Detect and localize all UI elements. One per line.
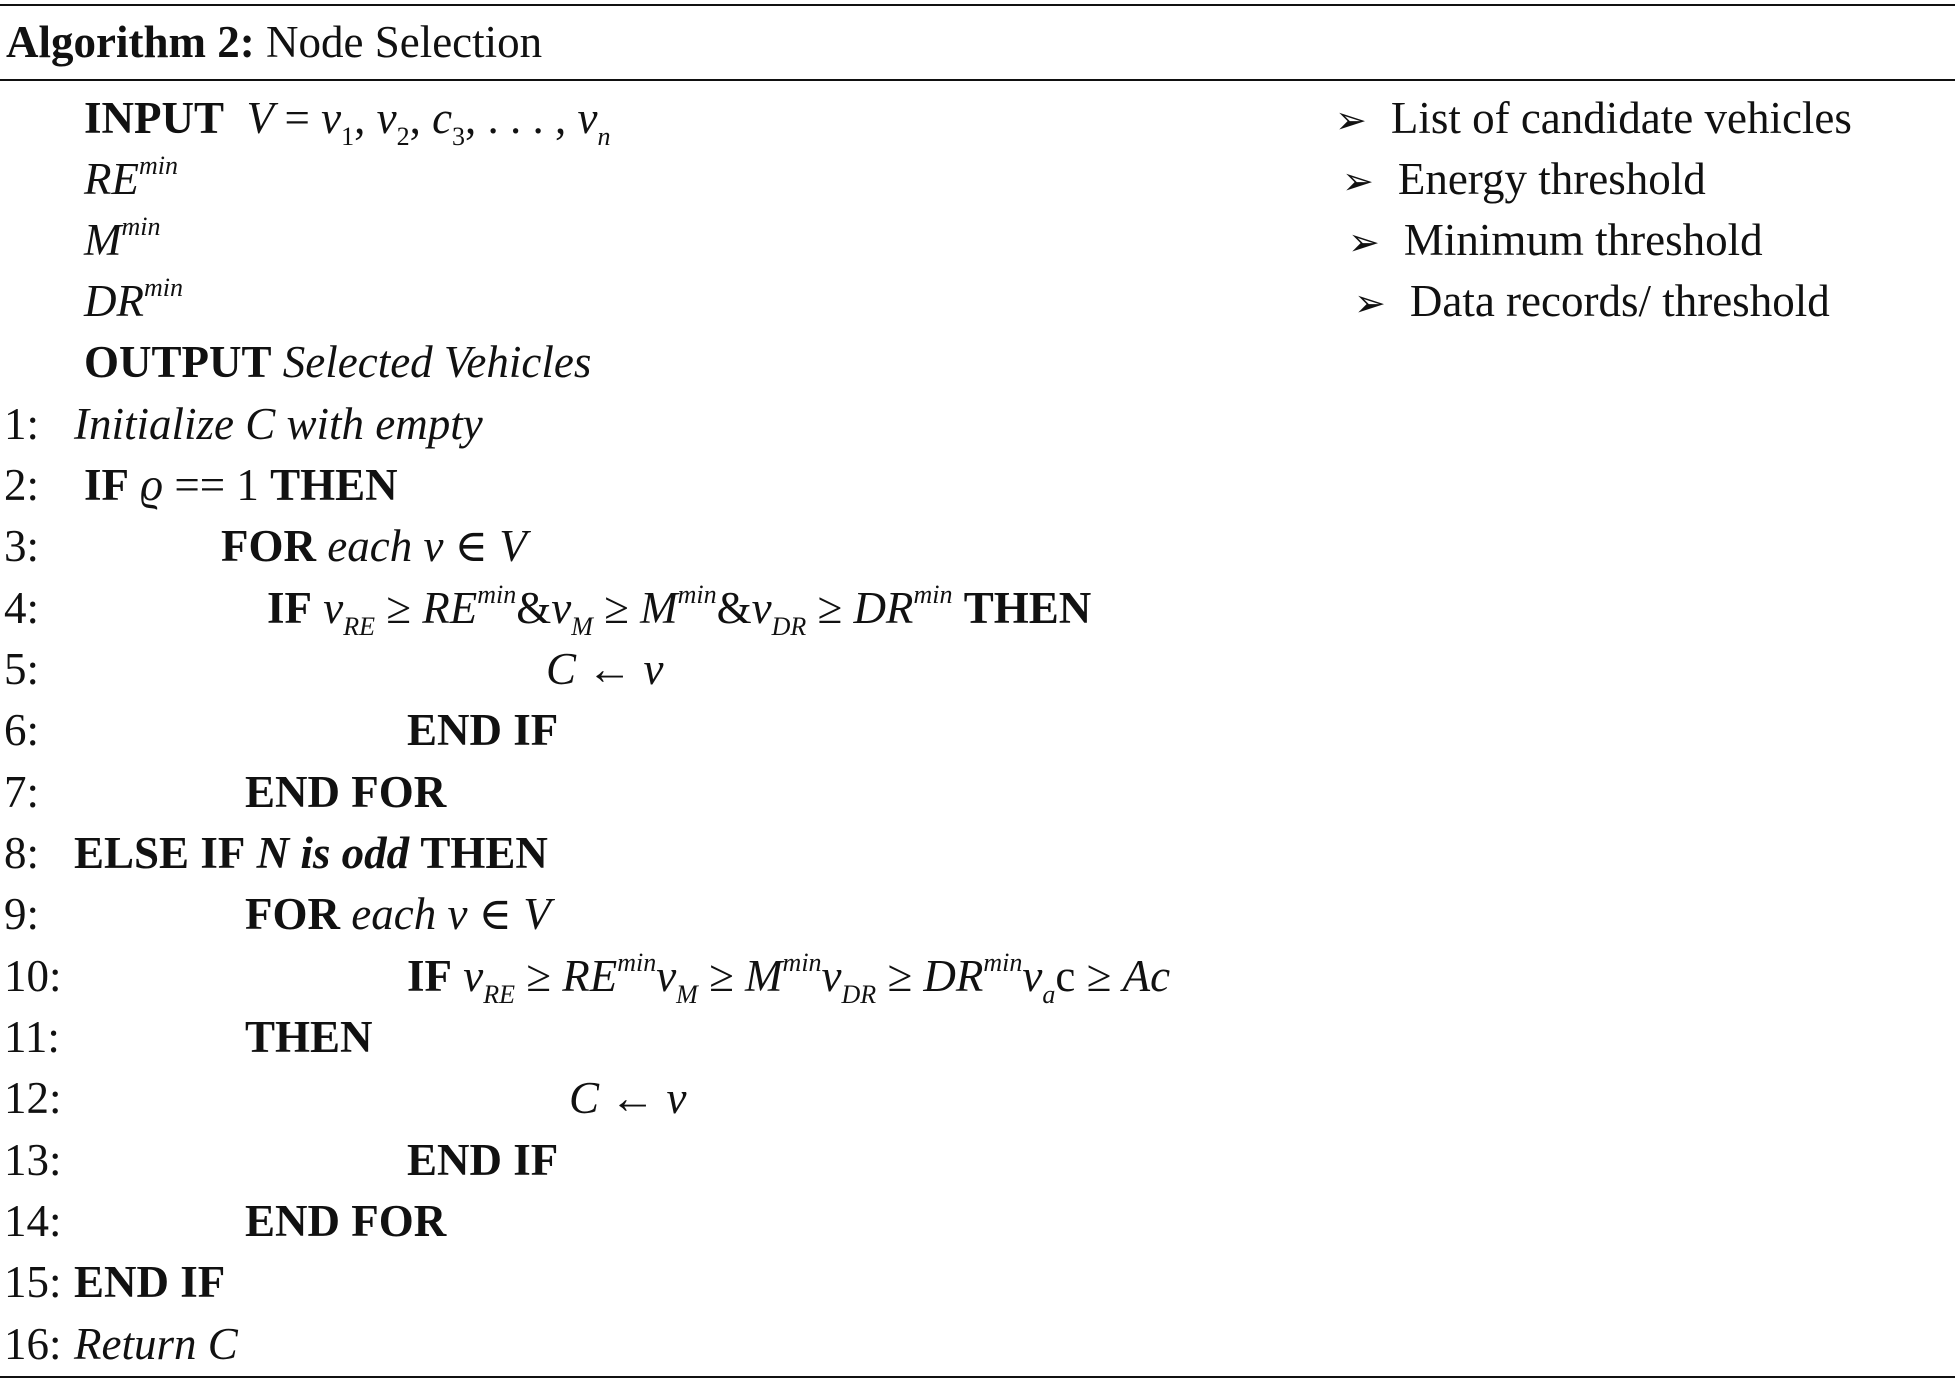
line-14: END FOR xyxy=(245,1196,447,1246)
re-min-line: $RE^{min}$ xyxy=(84,151,178,204)
arrowhead-icon: ➢ xyxy=(1342,159,1374,203)
line-7: END FOR xyxy=(245,767,447,817)
line-number: 1: xyxy=(4,399,40,449)
input-line xyxy=(84,90,611,151)
line-11: THEN xyxy=(245,1012,373,1062)
line-number: 12: xyxy=(4,1073,62,1123)
m-min-line: $M^{min}$ xyxy=(84,212,161,265)
bottom-rule xyxy=(0,1376,1955,1378)
output-line xyxy=(84,334,591,390)
top-rule xyxy=(0,4,1955,6)
line-number: 7: xyxy=(4,767,40,817)
line-number: 11: xyxy=(4,1012,60,1062)
line-number: 14: xyxy=(4,1196,62,1246)
line-8: ELSE IF N is odd THEN xyxy=(74,828,548,878)
line-10: IF $v_{RE} \ge RE^{min}v_M \ge M^{min}v_{DR} \ge DR^{min}v_ac \ge Ac$ xyxy=(407,948,1171,1009)
comment-energy: ➢ Energy threshold xyxy=(1342,151,1706,209)
arrowhead-icon: ➢ xyxy=(1354,281,1386,325)
comment-candidates: ➢ List of candidate vehicles xyxy=(1335,90,1852,148)
line-3: FOR each v ∈ V xyxy=(221,521,527,571)
line-number: 15: xyxy=(4,1257,62,1307)
line-1: Initialize C with empty xyxy=(74,399,483,449)
comment-data-records: ➢ Data records/ threshold xyxy=(1354,273,1830,331)
line-number: 16: xyxy=(4,1319,62,1369)
algorithm-name: Node Selection xyxy=(265,17,543,67)
algorithm-title xyxy=(6,14,542,70)
line-number: 4: xyxy=(4,583,40,633)
line-4: IF $v_{RE}$ ≥ $RE^{min}\&v_M$ ≥ $M^{min}\&v_{DR} \ge DR^{min}$ THEN xyxy=(267,580,1092,641)
line-5: C ← v xyxy=(546,644,664,694)
line-number: 3: xyxy=(4,521,40,571)
header-rule xyxy=(0,79,1955,81)
line-number: 6: xyxy=(4,705,40,755)
line-15: END IF xyxy=(74,1257,226,1307)
line-2: IF ϱ == 1 THEN xyxy=(84,460,398,510)
line-number: 9: xyxy=(4,889,40,939)
input-keyword: INPUT xyxy=(84,93,225,143)
comment-minimum: ➢ Minimum threshold xyxy=(1348,212,1763,270)
arrowhead-icon: ➢ xyxy=(1348,220,1380,264)
line-number: 13: xyxy=(4,1135,62,1185)
line-number: 2: xyxy=(4,460,40,510)
input-set: $V = v_1$, $v_2$, $c_3$, . . . , $v_n$ xyxy=(246,93,611,151)
line-number: 8: xyxy=(4,828,40,878)
line-9: FOR each v ∈ V xyxy=(245,889,551,939)
line-number: 5: xyxy=(4,644,40,694)
arrowhead-icon: ➢ xyxy=(1335,98,1367,142)
line-number: 10: xyxy=(4,951,62,1001)
line-16: Return C xyxy=(74,1319,238,1369)
algorithm-label: Algorithm 2: xyxy=(6,17,255,67)
line-13: END IF xyxy=(407,1135,559,1185)
line-12: C ← v xyxy=(569,1073,687,1123)
output-keyword: OUTPUT xyxy=(84,337,272,387)
dr-min-line: $DR^{min}$ xyxy=(84,273,183,326)
output-text: Selected Vehicles xyxy=(282,337,592,387)
line-6: END IF xyxy=(407,705,559,755)
